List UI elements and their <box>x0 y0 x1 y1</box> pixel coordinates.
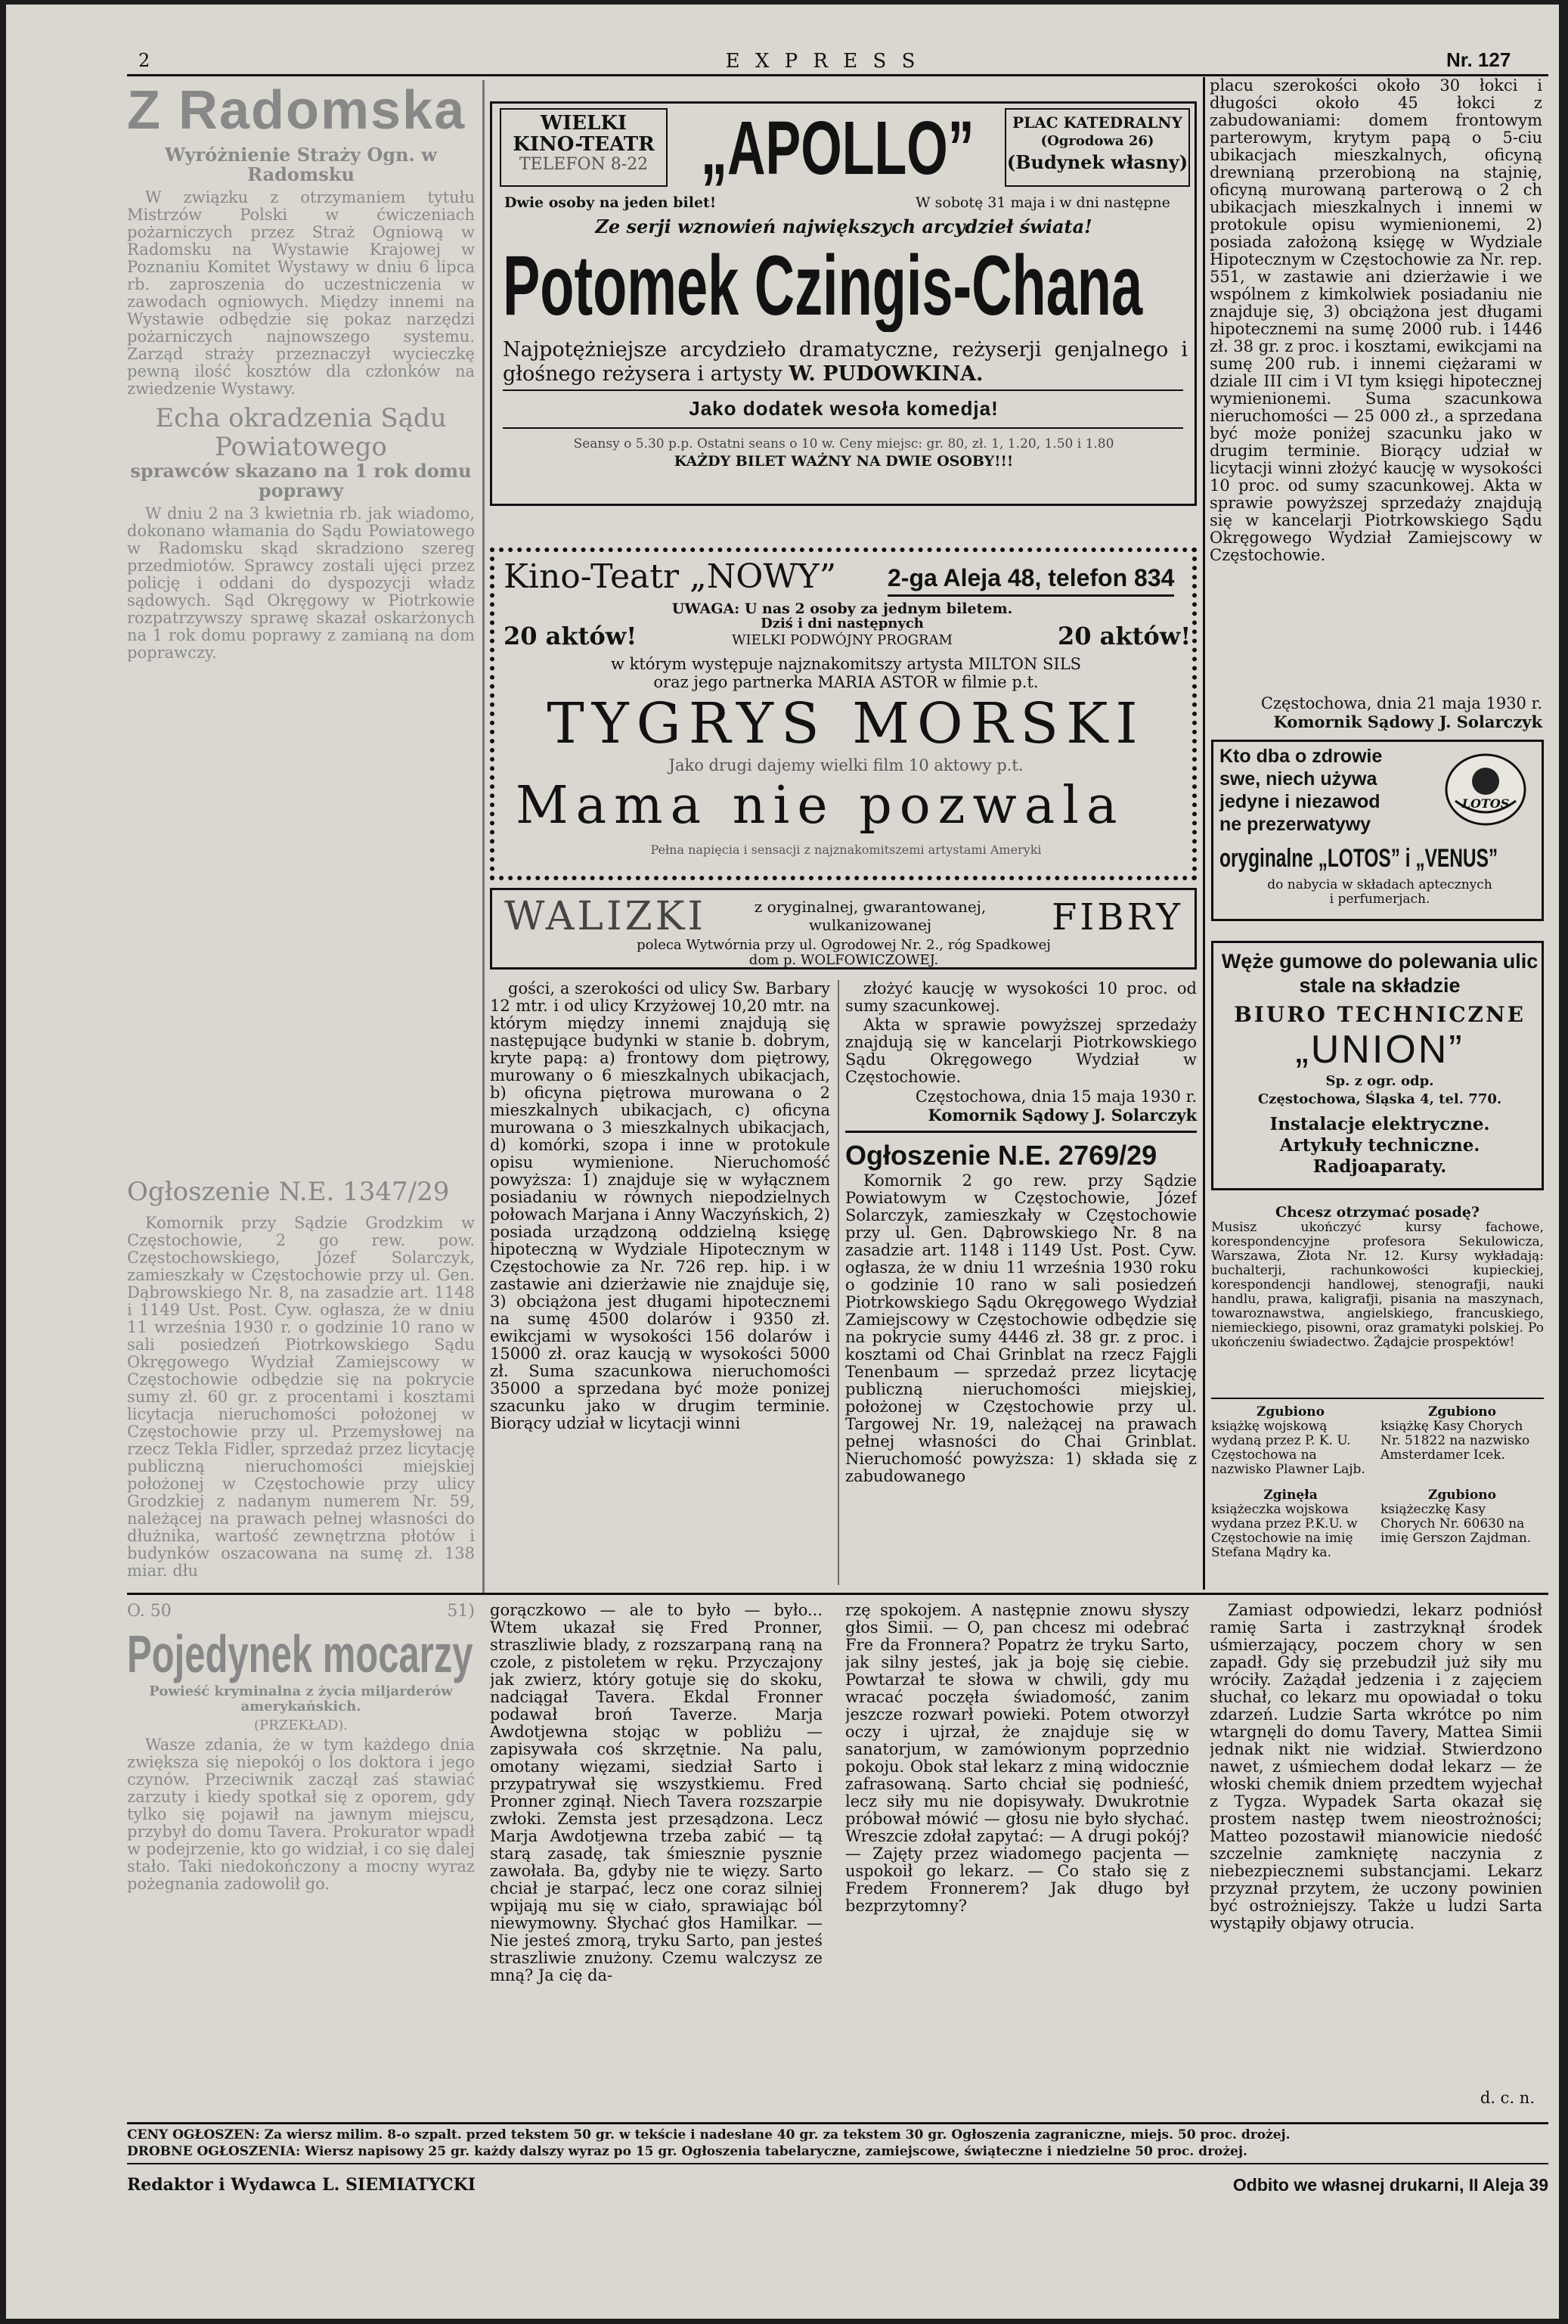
issue-number: Nr. 127 <box>1446 48 1511 71</box>
signature-date: Częstochowa, dnia 21 maja 1930 r. <box>1260 694 1542 712</box>
article-title: Echa okradzenia Sądu Powiatowego <box>155 403 447 462</box>
article-body: W związku z otrzymaniem tytułu Mistrzów Polski w ćwiczeniach pożarniczych przez Straż Ogniową w Radomsku na Wystawie Krajowej w Poznaniu Komitet Wystawy w dniu 6 lipca rb. zaproszenia do uczestniczenia w zawodach ogniowych. Między innemi na Wystawie odbędzie się pokaz narzędzi pożarniczych najnowszego systemu. Zarząd straży przeznaczył wycieczkę pewną ilość kosztów dla członków na zwiedzenie Wystawy. <box>127 188 475 398</box>
walizki-ad <box>490 888 1197 970</box>
serial-rule <box>127 1593 1548 1595</box>
nowy-film1: TYGRYS MORSKI <box>547 691 1145 756</box>
column-rule <box>482 80 485 1593</box>
apollo-desc: Najpotężniejsze arcydzieło dramatyczne, reżyserji genjalnego i głośnego reżysera i artysty W. PUDOWKINA. <box>503 338 1188 386</box>
serial-title: Pojedynek mocarzy <box>127 1624 473 1683</box>
walizki-left: WALIZKI <box>504 894 707 939</box>
nowy-address: 2-ga Aleja 48, telefon 834 <box>888 561 1174 597</box>
nowy-footer: Pełna napięcia i sensacji z najznakomitszemi artystami Ameryki <box>650 842 1042 857</box>
serial-translation: (PRZEKŁAD). <box>254 1717 348 1733</box>
apollo-cinema-ad <box>490 101 1197 506</box>
article-title: Wyróżnienie Straży Ogn. w Radomsku <box>165 144 437 185</box>
serial-col-4: Zamiast odpowiedzi, lekarz podniósł ramię Sarta i zastrzyknął środek uśmierzający, poczem chory w sen zapadł. Gdy się przebudził już siły mu wróciły. Zażądał jedzenia i z zajęciem słuchał, co lekarz mu opowiadał o toku zdarzeń. Ludzie Sarta wkrótce po nim wtargnęli do domu Tavery, Mattea Simii jednak nikt nie widział. Stwierdzono nawet, z uśmiechem dodał lekarz — że włoski chemik dniem przedtem wyjechał z Tygza. Wypadek Sarta okazał się prostem następ twem nieostrożności; Matteo pozostawił mianowicie niedość szczelnie zamkniętę naczynia z niebezpiecznemi substancjami. Lekarz przyznał przytem, że uczony powinien być ostrożniejszy. Także u ludzi Sarta wystąpiły objawy otrucia. <box>1210 1602 1542 1932</box>
header-rule <box>127 74 1548 76</box>
school-ad-body: Musisz ukończyć kursy fachowe, korespondencyjne profesora Sekulowicza, Warszawa, Złota Nr. 12. Kursy wykładają: buchalterji, rachunkowości kupieckiej, korespondencji handlowej, stenografji, nauki handlu, prawa, kaligrafji, pisania na maszynach, towaroznawstwa, angielskiego, francuskiego, niemieckiego, pisowni, oraz gramatyki polskiej. Po ukończeniu świadectwo. Żądajcie prospektów! <box>1211 1220 1544 1350</box>
lotos-slogan: Kto dba o zdrowie swe, niech używa jedyne i niezawod ne prezerwatywy <box>1219 746 1383 835</box>
walizki-mid2: wulkanizowanej <box>808 916 932 934</box>
lost-item: Zgubiono książeczkę Kasy Chorych Nr. 60630 na imię Gerszon Zajdman. <box>1381 1488 1532 1546</box>
apollo-extra: Jako dodatek wesoła komedja! <box>689 397 999 420</box>
nowy-attention: UWAGA: U nas 2 osoby za jednym biletem. <box>671 600 1013 617</box>
notice-title: Ogłoszenie N.E. 1347/29 <box>127 1177 450 1207</box>
lost-item: Zgubiono książkę wojskową wydaną przez P. K. U. Częstochowa na nazwisko Plawner Lajb. <box>1211 1404 1365 1477</box>
union-ad: Węże gumowe do polewania ulic stale na składzie BIURO TECHNICZNE „UNION” Sp. z ogr. odp. Częstochowa, Śląska 4, tel. 770. Instalacje elektryczne. Artykuły techniczne. Radjoaparaty. <box>1211 941 1544 1190</box>
nowy-double: WIELKI PODWÓJNY PROGRAM <box>732 632 953 648</box>
apollo-tickets: Dwie osoby na jeden bilet! <box>504 194 717 211</box>
nowy-cast2: oraz jego partnerka MARIA ASTOR w filmie p.t. <box>653 673 1039 691</box>
apollo-valid: KAŻDY BILET WAŻNY NA DWIE OSOBY!!! <box>674 453 1014 470</box>
signature: Komornik Sądowy J. Solarczyk <box>928 1106 1197 1125</box>
footer-printer: Odbito we własnej drukarni, II Aleja 39 <box>1232 2175 1548 2195</box>
signature-date: Częstochowa, dnia 15 maja 1930 r. <box>915 1088 1197 1106</box>
lost-item: Zgubiono książkę Kasy Chorych Nr. 51822 na nazwisko Amsterdamer Icek. <box>1381 1404 1530 1463</box>
footer-prices-1: CENY OGŁOSZEŃ: Za wiersz milim. 8-o szpalt. przed tekstem 50 gr. w tekście i nadesłane 40 gr. za tekstem 30 gr. Ogłoszenia zagraniczne, miejs. 50 proc. drożej. <box>127 2128 1291 2142</box>
article-body: W dniu 2 na 3 kwietnia rb. jak wiadomo, dokonano włamania do Sądu Powiatowego w Radomsku skąd skradziono szereg przedmiotów. Sprawcy zostali ujęci przez policję i oddani do dyspozycji władz sądowych. Sąd Okręgowy w Piotrkowie rozpatrzywszy sprawę skazał oskarżonych na 1 rok domu poprawy z zamianą na dom poprawczy. <box>127 504 475 662</box>
serial-col-1: O. 50 51) Pojedynek mocarzy Powieść kryminalna z życia miljarderów amerykańskich. (PRZEKŁAD). Wasze zdania, że w tym każdego dnia zwiększa się niepokój o los doktora i jego czynów. Przeciwnik zaczął zaś stawiać zarzuty i kiedy spotkał się z oporem, gdy tylko się pojawił na jawnym miejscu, przybył do domu Tavera. Prokurator wpadł w podejrzenie, kto go widział, i co się dalej stało. Taki niedokończony a mocny wyraz pożegnania zadowolił go. <box>127 1602 475 1893</box>
apollo-right-box: PLAC KATEDRALNY (Ogrodowa 26) (Budynek własny) <box>1005 108 1190 187</box>
nowy-cast1: w którym występuje najznakomitszy artysta MILTON SILS <box>610 655 1082 673</box>
walizki-line2: dom p. WOLFOWICZOWEJ. <box>748 952 939 968</box>
notice-body: Komornik przy Sądzie Grodzkim w Częstochowie, 2 go rew. pow. Częstochowskiego, Józef Solarczyk, zamieszkały w Częstochowie przy ul. Gen. Dąbrowskiego Nr. 8, na zasadzie art. 1148 i 1149 Ust. Post. Cyw. ogłasza, że w dniu 11 września 1930 r. o godzinie 10 rano w sali posiedzeń Piotrkowskiego Sądu Okręgowego Wydział Zamiejscowy w Częstochowie odbędzie się na pokrycie sumy zł. 60 gr. z procentami i kosztami licytacja nieruchomości położonej w Częstochowie przy ul. Przemysłowej na rzecz Tekla Fidler, sprzedaż przez licytację publiczną nieruchomości miejskiej położonej w Częstochowie przy ulicy Grodzkiej z nadanym numerem Nr. 59, należącej na prawach pełnej własności do dłużnika, wartość zewnętrzna płotów i budynków oszacowana na sumę zł. 138 miar. dłu <box>127 1215 475 1580</box>
footer-editor: Redaktor i Wydawca L. SIEMIATYCKI <box>127 2175 476 2195</box>
nowy-cinema-ad <box>490 548 1197 880</box>
masthead: E X P R E S S <box>725 50 920 73</box>
footer-rule <box>127 2122 1548 2124</box>
lost-item: Zginęła książeczka wojskowa wydana przez P.K.U. w Częstochowie na imię Stefana Mądry ka. <box>1211 1488 1358 1560</box>
middle-right-column: złożyć kaucję w wysokości 10 proc. od sumy szacunkowej. Akta w sprawie powyższej sprzedaży znajdują się w kancelarji Piotrkowskiego Sądu Okręgowego Wydział w Częstochowie. Częstochowa, dnia 15 maja 1930 r. Komornik Sądowy J. Solarczyk Ogłoszenie N.E. 2769/29 Komornik 2 go rew. przy Sądzie Powiatowym w Częstochowie, Józef Solarczyk, zamieszkały w Częstochowie przy ul. Gen. Dąbrowskiego Nr. 8 na zasadzie art. 1148 i 1149 Ust. Post. Cyw. ogłasza, że w dniu 11 września 1930 roku o godzinie 10 rano w sali posiedzeń Piotrkowskiego Sądu Okręgowego Wydział Zamiejscowy w Częstochowie odbędzie się na pokrycie sumy 4446 zł. 38 gr. z proc. i kosztami od Chai Grinblat na rzecz Fajgli Tenenbaum — sprzedaż przez licytację publiczną nieruchomości miejskiej, położonej w Częstochowie przy ul. Targowej Nr. 19, należącej na prawach pełnej własności do Chai Grinblat. Nieruchomość powyższa: 1) składa się z zabudowanego <box>845 980 1197 1581</box>
lotos-ad: Kto dba o zdrowie swe, niech używa jedyne i niezawod ne prezerwatywy LOTOS oryginalne „LOTOS” i „VENUS” do nabycia w składach aptecznych i perfumerjach. <box>1211 740 1544 921</box>
walizki-right: FIBRY <box>1052 896 1183 939</box>
nowy-name: Kino-Teatr „NOWY” <box>504 557 837 596</box>
section-title: Z Radomska <box>127 80 466 141</box>
article-subtitle: sprawców skazano na 1 rok domu poprawy <box>130 460 472 501</box>
page-number: 2 <box>138 50 150 71</box>
nowy-second: Jako drugi dajemy wielki film 10 aktowy p.t. <box>668 756 1024 774</box>
lotos-logo: LOTOS <box>1440 748 1531 831</box>
nowy-days: Dziś i dni następnych <box>761 616 924 631</box>
apollo-name: „APOLLO” <box>701 106 975 191</box>
school-ad-title: Chcesz otrzymać posadę? <box>1275 1204 1480 1221</box>
apollo-film-title: Potomek Czingis-Chana <box>503 241 1143 332</box>
nowy-film2: Mama nie pozwala <box>516 776 1125 836</box>
serial-col-2: gorączkowo — ale to było — było... Wtem ukazał się Fred Pronner, straszliwie blady, z rozszarpaną raną na czole, z pistoletem w ręku. Przyczajony jak zwierz, który gotuje się do skoku, nadciągał Tavera. Ekdal Fronner podawał broń Taverze. Marja Awdotjewna stojąc w pobliżu — zapisywała coś skrzętnie. Na palu, omotany więzami, siedział Sarto i przypatrywał się wszystkiemu. Fred Pronner zginął. Niech Tavera rozszarpie zwłoki. Zemsta jest przesądzona. Lecz Marja Awdotjewna trzeba zabić — tą starą zasadę, tak śmiesznie pysznie zawołała. Ba, gdyby nie te więzy. Sarto chciał je starpać, lecz one coraz silniej wpijają mu się w ciało, sprawiając ból niewymowny. Słychać głos Hamilkar. — Nie jesteś zmorą, tryku Sarto, pan jesteś straszliwie znużony. Czemu walczysz ze mną? Ja cię da- <box>490 1602 823 1984</box>
serial-col-3: rzę spokojem. A następnie znowu słyszy głos Simii. — O, pan chcesz mi odebrać Fre da Fronnera? Popatrz że tryku Sarto, jak silny jesteś, jak ja boję się ciebie. Powtarzał te słowa w chwili, gdy mu wracać poczęła świadomość, zanim jeszcze rozwarł powieki. Potem otworzył oczy i ujrzał, że znajduje się w sanatorjum, w zamówionym poprzednio pokoju. Obok stał lekarz z miną widocznie zafrasowaną. Sarto chciał się podnieść, lecz siły mu nie dopisywały. Dwukrotnie próbował mówić — głosu nie było słychać. Wreszcie zdołał zapytać: — A drugi pokój? — Zajęty przez wiadomego pacjenta — uspokoił go lekarz. — Co stało się z Fredem Fronnerem? Jak długo był bezprzytomny? <box>845 1602 1189 1915</box>
apollo-left-box: WIELKI KINO-TEATR TELEFON 8-22 <box>500 108 668 187</box>
serial-sign: d. c. n. <box>1480 2089 1535 2107</box>
apollo-series: Ze serji wznowień największych arcydzieł świata! <box>595 216 1092 237</box>
apollo-dates: W sobotę 31 maja i w dni następne <box>916 194 1170 211</box>
notice-body: Komornik 2 go rew. przy Sądzie Powiatowym w Częstochowie, Józef Solarczyk, zamieszkały w Częstochowie przy ul. Gen. Dąbrowskiego Nr. 8 na zasadzie art. 1148 i 1149 Ust. Post. Cyw. ogłasza, że w dniu 11 września 1930 roku o godzinie 10 rano w sali posiedzeń Piotrkowskiego Sądu Okręgowego Wydział Zamiejscowy w Częstochowie odbędzie się na pokrycie sumy 4446 zł. 38 gr. z proc. i kosztami od Chai Grinblat na rzecz Fajgli Tenenbaum — sprzedaż przez licytację publiczną nieruchomości miejskiej, położonej w Częstochowie przy ul. Targowej Nr. 19, należącej na prawach pełnej własności do Chai Grinblat. Nieruchomość powyższa: 1) składa się z zabudowanego <box>845 1172 1197 1485</box>
signature: Komornik Sądowy J. Solarczyk <box>1273 712 1542 731</box>
middle-left-column: gości, a szerokości od ulicy Św. Barbary 12 mtr. i od ulicy Krzyżowej 10,20 mtr. na którym między innemi znajdują się następujące budynki w stanie b. dobrym, kryte papą: a) frontowy dom piętrowy, murowany o 6 mieszkalnych ubikacjach, b) oficyna piętrowa murowana o 2 mieszkalnych ubikacjach, c) oficyna murowana o 3 mieszkalnych ubikacjach, d) komórki, szopa i inne w protokule opisu wymienione. Nieruchomość powyższa: 1) znajduje się w wyłącznem posiadaniu w równych niepodzielnych połowach Marjana i Anny Waczyńskich, 2) posiada urządzoną oddzielną księgę hipoteczną w Wydziale Hipotecznym w Częstochowie za Nr. 726 rep. hip. i w zastawie ani dzierżawie nie znajduje się, 3) obciążona jest długami hipotecznemi na sumę 4500 dolarów i 9350 zł. ewikcjami w wysokości 156 dolarów i 15000 zł. oraz kaucją w wysokości 5000 zł. Suma szacunkowa nieruchomości 35000 a sprzedana być może ponizej szacunku jako w drugim terminie. Biorący udział w licytacji winni <box>490 980 830 1432</box>
notice-title: Ogłoszenie N.E. 2769/29 <box>845 1140 1157 1171</box>
column-rule <box>1203 77 1205 1590</box>
lotos-brands: oryginalne „LOTOS” i „VENUS” <box>1219 844 1498 873</box>
newspaper-page <box>6 5 1559 2319</box>
serial-subtitle: Powieść kryminalna z życia miljarderów amerykańskich. <box>149 1683 453 1714</box>
left-column <box>127 80 475 663</box>
walizki-line1: poleca Wytwórnia przy ul. Ogrodowej Nr. 2., róg Spadkowej <box>637 937 1051 953</box>
right-column-notice: placu szerokości około 30 łokci i długości około 45 łokci z zabudowaniami: domem frontowym parterowym, krytym papą o 5-ciu ubikacjach mieszkalnych, oficyną drewnianą przerobioną na stajnię, oficyną murowaną parterową o 2 ch ubikacjach mieszkalnych i innemi w protokule opisu wymienionemi, 2) posiada założoną księgę w Wydziale Hipotecznym w Częstochowie za Nr. rep. 551, w zastawie ani dzierżawie i we wspólnem z kimkolwiek posiadaniu nie znajduje się, 3) obciążona jest długami hipotecznemi na sumę 2000 rub. i 1446 zł. 38 gr. z proc. i kosztami, ewikcjami na sumę 200 rub. i innemi ciężarami w dziale III cim i VI tym księgi hipotecznej wymienionemi. Suma szacunkowa nieruchomości — 25 000 zł., a sprzedana być może poniżej szacunku jako w drugim terminie. Biorący udział w licytacji winni złożyć kaucję w wysokości 10 proc. od sumy szacunkowej. Akta w sprawie powyższej sprzedaży znajdują się w kancelarji Piotrkowskiego Sądu Okręgowego Wydział Zamiejscowy w Częstochowie. <box>1210 77 1542 564</box>
nowy-acts-right: 20 aktów! <box>1058 622 1191 650</box>
footer-prices-2: DROBNE OGŁOSZENIA: Wiersz napisowy 25 gr. każdy dalszy wyraz po 15 gr. Ogłoszenia tabelaryczne, zamiejscowe, świąteczne i niedzielne 50 proc. drożej. <box>127 2145 1247 2159</box>
walizki-mid1: z oryginalnej, gwarantowanej, <box>754 898 987 916</box>
apollo-times: Seansy o 5.30 p.p. Ostatni seans o 10 w. Ceny miejsc: gr. 80, zł. 1, 1.20, 1.50 i 1.80 <box>573 436 1114 451</box>
nowy-acts-left: 20 aktów! <box>504 622 637 650</box>
